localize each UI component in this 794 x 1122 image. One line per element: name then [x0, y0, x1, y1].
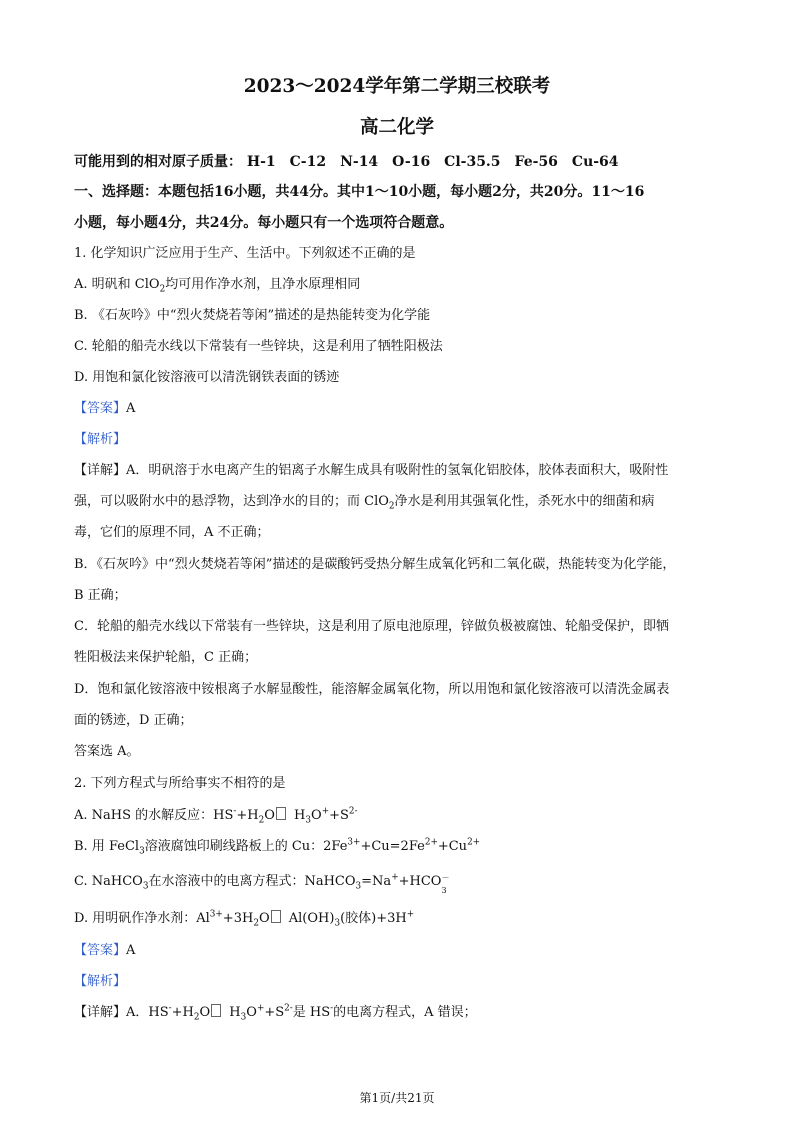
equilibrium-arrow-icon — [276, 807, 286, 820]
atomic-masses: 可能用到的相对原子质量： H-1 C-12 N-14 O-16 Cl-35.5 Fe-56 Cu-64 — [74, 154, 619, 170]
q1-option-d: D. 用饱和氯化铵溶液可以清洗钢铁表面的锈迹 — [74, 370, 340, 385]
q1-option-a: A. 明矾和 ClO$_2$均可用作净水剂，且净水原理相同 — [74, 277, 361, 295]
q1-detail-line-7: 牲阳极法来保护轮船，C 正确； — [74, 650, 258, 665]
q1-detail-line-6: C．轮船的船壳水线以下常装有一些锌块，这是利用了原电池原理，锌做负极被腐蚀、轮船受保护，即牺 — [74, 619, 669, 634]
q1-detail-line-4: B．《石灰吟》中“烈火焚烧若等闲”描述的是碳酸钙受热分解生成氧化钙和二氧化碳，热能转变为化学能， — [74, 557, 676, 572]
q1-conclusion: 答案选 A。 — [74, 744, 140, 759]
q2-stem: 2. 下列方程式与所给事实不相符的是 — [74, 776, 286, 791]
q1-detail-line-5: B 正确； — [74, 588, 127, 603]
section-heading-line-1: 一、选择题：本题包括16小题，共44分。其中1～10小题，每小题2分，共20分。11～16 — [74, 184, 645, 200]
q2-detail-line-1: 【详解】A．$HS^-+H_2O$ $H_3O^++S^{2-}$是 HS-的电离方程式，A 错误； — [74, 1003, 477, 1023]
q1-answer: 【答案】A — [74, 401, 136, 416]
equilibrium-arrow-icon — [211, 1004, 221, 1017]
q1-detail-line-1: 【详解】A．明矾溶于水电离产生的铝离子水解生成具有吸附性的氢氧化铝胶体，胶体表面积大，吸附性 — [74, 463, 669, 478]
equilibrium-arrow-icon — [271, 910, 281, 923]
q1-option-b: B. 《石灰吟》中“烈火焚烧若等闲”描述的是热能转变为化学能 — [74, 308, 431, 323]
q1-stem: 1. 化学知识广泛应用于生产、生活中。下列叙述不正确的是 — [74, 246, 416, 261]
q1-detail-line-2: 强，可以吸附水中的悬浮物，达到净水的目的；而 ClO$_2$净水是利用其强氧化性，杀死水中的细菌和病 — [74, 494, 655, 512]
q2-option-c: C. NaHCO$_3$在水溶液中的电离方程式：NaHCO$_3$=Na++HCO － 3 — [74, 872, 450, 895]
q2-option-b: B. 用 FeCl$_3$溶液腐蚀印刷线路板上的 Cu：$2Fe^{3+}+Cu=2Fe^{2+}+Cu^{2+}$ — [74, 837, 481, 857]
q2-option-a: A. NaHS 的水解反应：$HS^-+H_2O$ $H_3O^++S^{2-}$ — [74, 806, 358, 826]
subject-title: 高二化学 — [359, 117, 434, 138]
q2-answer: 【答案】A — [74, 943, 136, 958]
q1-analysis-tag: 【解析】 — [74, 432, 127, 447]
q2-option-d: D. 用明矾作净水剂：$Al^{3+}+3H_2O$ $Al(OH)_3$(胶体)+3H+ — [74, 909, 415, 929]
page-footer: 第1页/共21页 — [359, 1091, 435, 1105]
q2-analysis-tag: 【解析】 — [74, 974, 127, 989]
q1-option-c: C. 轮船的船壳水线以下常装有一些锌块，这是利用了牺牲阳极法 — [74, 339, 443, 354]
exam-title: 2023～2024学年第二学期三校联考 — [243, 76, 551, 97]
q1-detail-line-9: 面的锈迹，D 正确； — [74, 713, 193, 728]
q1-detail-line-3: 毒，它们的原理不同，A 不正确； — [74, 525, 270, 540]
q1-detail-line-8: D．饱和氯化铵溶液中铵根离子水解显酸性，能溶解金属氧化物，所以用饱和氯化铵溶液可以清洗金属表 — [74, 682, 670, 697]
section-heading-line-2: 小题，每小题4分，共24分。每小题只有一个选项符合题意。 — [74, 215, 454, 231]
